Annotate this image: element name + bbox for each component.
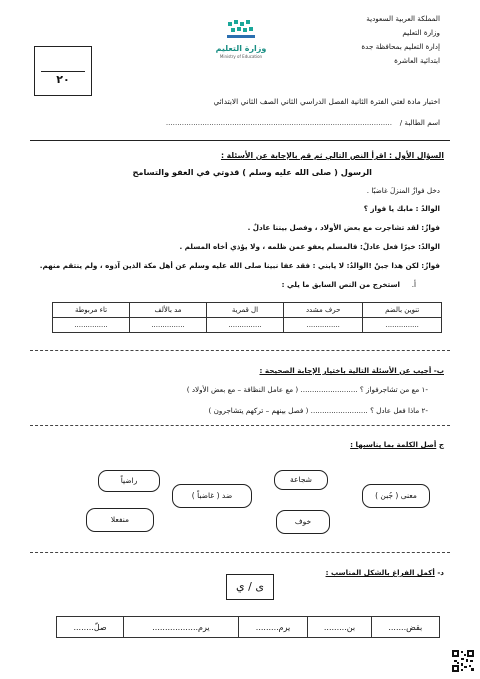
oval-courage[interactable] xyxy=(274,470,328,490)
header-line-department: إدارة التعليم بمحافظة جدة xyxy=(361,42,440,51)
q4-heading xyxy=(326,568,444,577)
q2-item-2-text: ماذا فعل عادل ؟ ......................... ( فصل بينهم – تركهم يتشاجرون ) xyxy=(208,406,420,415)
fill-blank-table xyxy=(56,616,440,638)
qr-code-icon xyxy=(452,650,474,672)
passage-line-4: الوالدُ: خيرًا فعل عادلٌ: فالمسلم يعفو عمن ظلمه ، ولا يؤذي أخاه المسلم . xyxy=(179,242,440,251)
oval-pleased[interactable] xyxy=(98,470,160,492)
header-line-school: ابتدائية العاشرة xyxy=(394,56,440,65)
fill-blank-cell[interactable]: بن......... xyxy=(308,617,371,638)
oval-meaning-cowardice[interactable] xyxy=(362,484,430,508)
logo-arabic-text: وزارة التعليم xyxy=(215,44,267,53)
q2-item-1-number: -١ xyxy=(421,385,428,394)
oval-fear-label: خوف xyxy=(294,517,312,526)
extract-table-answer-row xyxy=(53,318,442,333)
table-header-cell: تاء مربوطة xyxy=(53,303,130,318)
passage-line-1: دخل فوازٌ المنزلَ غاضبًا . xyxy=(366,186,440,195)
fill-blank-cell[interactable]: يرم.................. xyxy=(124,617,239,638)
student-name-label: اسم الطالبة / xyxy=(399,118,440,127)
passage-title: الرسول ( صلى الله عليه وسلم ) قدوتي في العفو والتسامح xyxy=(132,167,372,177)
q1-heading: السؤال الأول : اقرأ النص التالي ثم قم بالإجابة عن الأسئلة : xyxy=(220,151,444,160)
header-line-kingdom: المملكة العربية السعودية xyxy=(366,14,440,23)
score-total: ٢٠ xyxy=(56,73,70,86)
oval-pleased-label: راضياً xyxy=(120,476,138,485)
q4-heading-text: أكمل الفراغ بالشكل المناسب : xyxy=(325,568,435,577)
table-header-cell: مد بالألف xyxy=(130,303,207,318)
score-box xyxy=(34,46,92,96)
extract-table-header-row xyxy=(53,303,442,318)
oval-courage-label: شجاعة xyxy=(290,475,312,484)
q3-heading-letter: ج xyxy=(438,440,444,449)
table-header-cell: تنوين بالضم xyxy=(363,303,442,318)
oval-meaning-label: معنى ( جُبن ) xyxy=(375,491,417,500)
score-divider xyxy=(41,71,85,72)
letter-choice-box: ى / ي xyxy=(226,574,274,600)
oval-agitated-label: منفعلا xyxy=(110,515,130,524)
header-ministry-block xyxy=(361,14,440,65)
exam-title: اختبار مادة لغتي الفترة الثانية الفصل الدراسي الثاني الصف الثاني الابتدائي xyxy=(213,97,440,106)
table-answer-cell[interactable]: ............... xyxy=(53,318,130,333)
table-answer-cell[interactable]: ............... xyxy=(363,318,442,333)
ministry-logo-icon xyxy=(226,18,256,40)
passage-line-5: فوازٌ: لكن هذا جبنٌ !الوالدُ: لا يابني : فقد عفا نبينا صلى الله عليه وسلم عن أهل مكة الذين آذوه ، ولم ينتقم منهم. xyxy=(39,261,440,270)
q2-item-1-text: مع من تشاجرفواز ؟ ......................... ( مع عامل النظافة – مع بعض الأولاد ) xyxy=(186,385,420,394)
fill-blank-cell[interactable]: صلّ........ xyxy=(57,617,124,638)
q3-heading xyxy=(350,440,444,449)
q4-heading-letter: د- xyxy=(437,568,444,577)
passage-line-3: فوازٌ: لقد تشاجرت مع بعض الأولاد ، وفصل بيننا عادلٌ . xyxy=(247,223,440,232)
ministry-logo xyxy=(210,18,272,64)
fill-blank-cell[interactable]: بقض....... xyxy=(371,617,439,638)
fill-blank-cell[interactable]: يرم......... xyxy=(238,617,308,638)
q2-item-2 xyxy=(209,406,428,415)
passage-line-2: الوالدُ : مابك يا فواز ؟ xyxy=(363,204,440,213)
oval-agitated[interactable] xyxy=(86,508,154,532)
section-divider-2 xyxy=(30,425,450,426)
fill-blank-row xyxy=(57,617,440,638)
part-a-label: أ. xyxy=(411,280,416,289)
table-answer-cell[interactable]: ............... xyxy=(130,318,207,333)
q2-item-1 xyxy=(187,385,428,394)
q2-heading: ب- أجيب عن الأسئلة التالية باختيار الإجابة الصحيحة : xyxy=(259,366,444,375)
q2-item-2-number: -٢ xyxy=(421,406,428,415)
q3-heading-text: أصل الكلمة بما يناسبها : xyxy=(350,440,437,449)
table-answer-cell[interactable]: ............... xyxy=(207,318,284,333)
section-divider-3 xyxy=(30,552,450,553)
student-name-field[interactable]: ................................................................................................... xyxy=(165,118,392,127)
table-header-cell: حرف مشدد xyxy=(283,303,362,318)
extract-table xyxy=(52,302,442,333)
header-line-ministry: وزارة التعليم xyxy=(402,28,440,37)
oval-opposite-label: ضد ( غاضباً ) xyxy=(191,491,233,500)
part-a-instruction: استخرج من النص السابق ما يلي : xyxy=(281,280,400,289)
header-divider xyxy=(30,140,450,141)
table-answer-cell[interactable]: ............... xyxy=(283,318,362,333)
table-header-cell: ال قمرية xyxy=(207,303,284,318)
section-divider-1 xyxy=(30,350,450,351)
oval-fear[interactable] xyxy=(276,510,330,534)
logo-english-text: Ministry of Education xyxy=(219,54,263,59)
oval-opposite-angry[interactable] xyxy=(172,484,252,508)
